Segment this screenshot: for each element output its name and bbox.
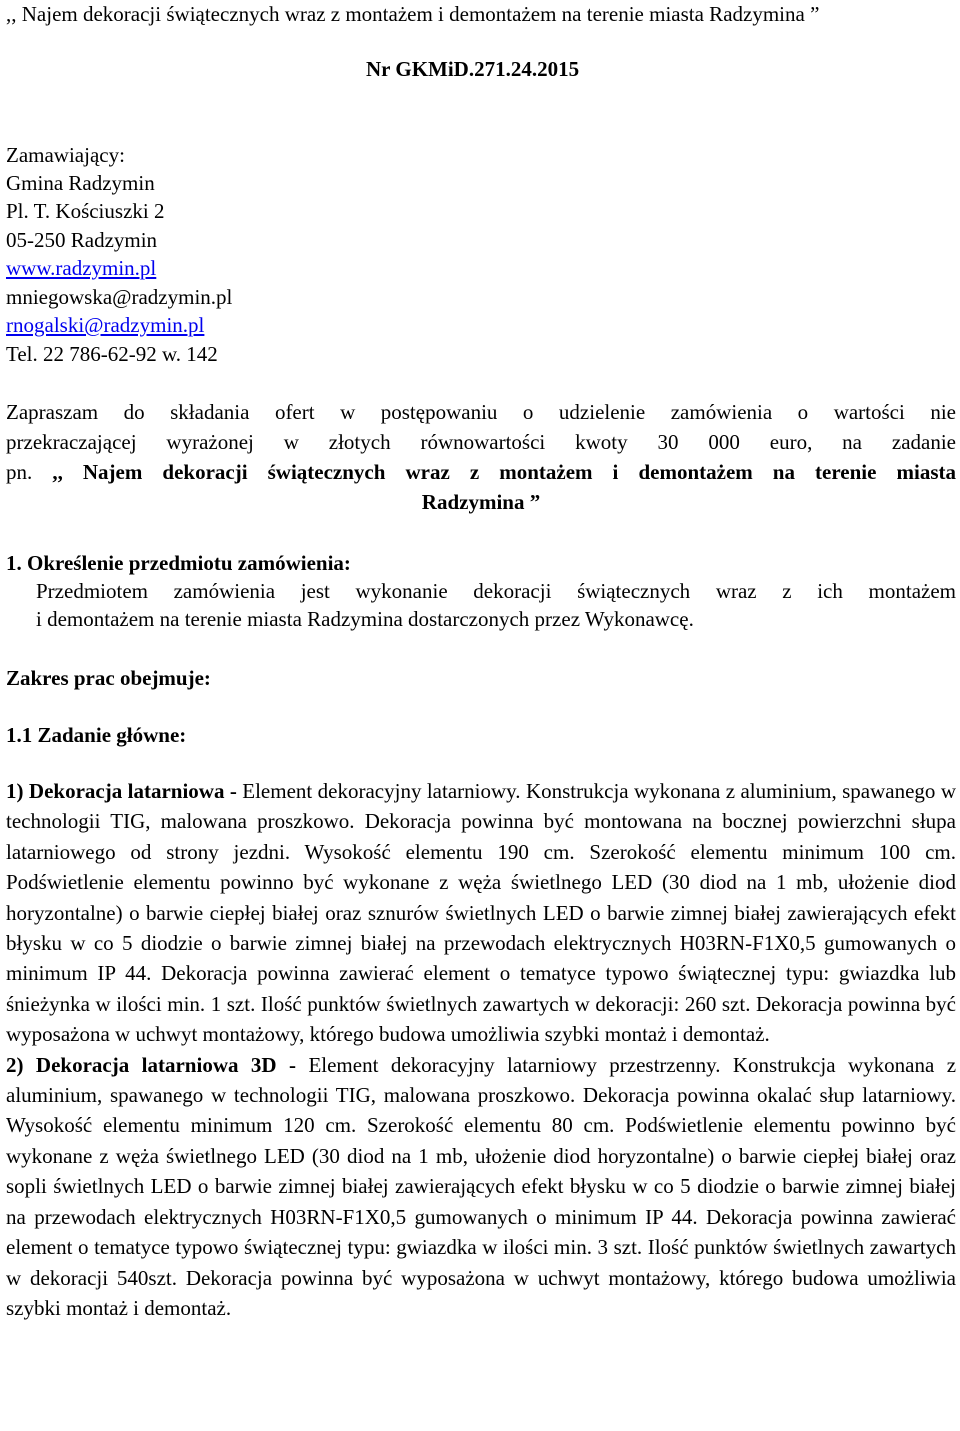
item-title: 1) Dekoracja latarniowa - xyxy=(6,779,243,803)
contractor-phone: Tel. 22 786-62-92 w. 142 xyxy=(6,342,218,366)
contractor-postal-city: 05-250 Radzymin xyxy=(6,228,158,252)
document-title: ,, Najem dekoracji świątecznych wraz z montażem i demontażem na terenie miasta Radzymina ” xyxy=(6,2,820,26)
contractor-name: Gmina Radzymin xyxy=(6,171,155,195)
list-item xyxy=(6,1050,956,1324)
section-heading: 1. Określenie przedmiotu zamówienia: xyxy=(6,551,351,575)
invitation-line xyxy=(6,458,956,486)
contractor-label: Zamawiający: xyxy=(6,143,125,167)
reference-number: Nr GKMiD.271.24.2015 xyxy=(366,57,580,81)
email-mniegowska: mniegowska@radzymin.pl xyxy=(6,285,233,309)
section-text-line: i demontażem na terenie miasta Radzymina dostarczonych przez Wykonawcę. xyxy=(36,607,694,631)
contractor-street: Pl. T. Kościuszki 2 xyxy=(6,199,165,223)
item-description: Element dekoracyjny latarniowy. Konstrukcja wykonana z aluminium, spawanego w technologii TIG, malowana proszkowo. Dekoracja powinna być montowana na bocznej powierzchni słupa latarniowego od strony jezdni. Wysokość elementu 190 cm. Szerokość elementu minimum 100 cm. Podświetlenie elementu powinno być wykonane z węża świetlnego LED (30 diod na 1 mb, ułożenie diod horyzontalne) o barwie ciepłej białej oraz sznurów świetlnych LED o barwie zimnej białej zawierających efekt błysku w co 5 diodzie o barwie zimnej białej na przewodach elektrycznych H03RN-F1X0,5 gumowanych o minimum IP 44. Dekoracja powinna zawierać element o tematyce typowo świątecznej typu: gwiazdka lub śnieżynka w ilości min. 1 szt. Ilość punktów świetlnych zawartych w dekoracji: 260 szt. Dekoracja powinna być wyposażona w uchwyt montażowy, którego budowa umożliwia szybki montaż i demontaż. xyxy=(6,779,956,1047)
email-link-rnogalski[interactable]: rnogalski@radzymin.pl xyxy=(6,313,205,337)
invitation-task-name-end: Radzymina ” xyxy=(421,490,541,514)
section-text-line: Przedmiotem zamówienia jest wykonanie dekoracji świątecznych wraz z ich montażem xyxy=(36,579,956,603)
list-item xyxy=(6,776,956,1050)
website-link[interactable]: www.radzymin.pl xyxy=(6,256,157,280)
task-heading: 1.1 Zadanie główne: xyxy=(6,723,187,747)
invitation-task-name: ,, Najem dekoracji świątecznych wraz z montażem i demontażem na terenie miasta xyxy=(52,460,957,484)
item-description: Element dekoracyjny latarniowy przestrzenny. Konstrukcja wykonana z aluminium, spawanego w technologii TIG, malowana proszkowo. Dekoracja powinna okalać słup latarniowy. Wysokość elementu minimum 120 cm. Szerokość elementu 80 cm. Podświetlenie elementu powinno być wykonane z węża świetlnego LED (30 diod na 1 mb, ułożenie diod horyzontalne) o barwie ciepłej białej oraz sopli świetlnych LED o barwie zimnej białej zawierających efekt błysku w co 5 diodzie o barwie zimnej białej na przewodach elektrycznych H03RN-F1X0,5 gumowanych o minimum IP 44. Dekoracja powinna zawierać element o tematyce typowo świątecznej typu: gwiazdka w ilości min. 3 szt. Ilość punktów świetlnych zawartych w dekoracji 540szt. Dekoracja powinna być wyposażona w uchwyt montażowy, którego budowa umożliwia szybki montaż i demontaż. xyxy=(6,1052,957,1320)
item-title: 2) Dekoracja latarniowa 3D - xyxy=(6,1052,309,1077)
invitation-prefix: pn. xyxy=(6,460,33,484)
invitation-line: przekraczającej wyrażonej w złotych równowartości kwoty 30 000 euro, na zadanie xyxy=(6,430,956,454)
scope-heading: Zakres prac obejmuje: xyxy=(6,666,211,690)
invitation-line: Zapraszam do składania ofert w postępowaniu o udzielenie zamówienia o wartości nie xyxy=(6,400,956,424)
item-list xyxy=(6,776,956,1323)
